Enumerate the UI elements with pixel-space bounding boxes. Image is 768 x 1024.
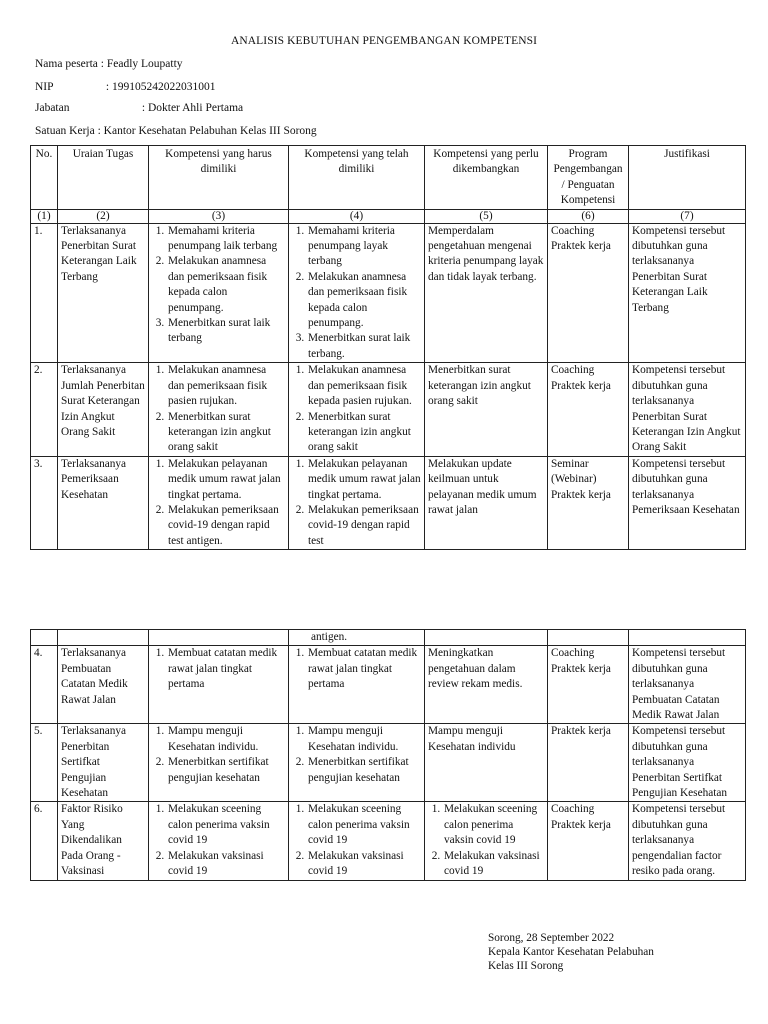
jabatan-label: Jabatan bbox=[35, 102, 70, 114]
row-uraian: Terlaksananya Penerbitan Surat Keterangan Laik Terbang bbox=[58, 223, 149, 363]
row-no: 4. bbox=[31, 646, 58, 724]
signature-position: Kepala Kantor Kesehatan Pelabuhan bbox=[488, 945, 654, 958]
document-title: ANALISIS KEBUTUHAN PENGEMBANGAN KOMPETENSI bbox=[230, 35, 538, 47]
info-jabatan bbox=[35, 101, 243, 116]
list-item: 1. Melakukan anamnesa dan pemeriksaan fisik kepada pasien rujukan. bbox=[307, 363, 421, 409]
row-uraian: Terlaksananya Penerbitan Sertifkat Pengujian Kesehatan bbox=[58, 724, 149, 802]
row-program: Praktek kerja bbox=[548, 724, 629, 802]
continuation-text: antigen. bbox=[289, 630, 425, 646]
empty-cell bbox=[58, 630, 149, 646]
table-row bbox=[31, 646, 746, 724]
list-item: 1. Mampu menguji Kesehatan individu. bbox=[167, 724, 285, 755]
row-justifikasi: Kompetensi tersebut dibutuhkan guna terlaksananya pengendalian factor resiko pada orang. bbox=[629, 802, 746, 880]
row-telah bbox=[289, 802, 425, 880]
list-item: 2. Melakukan pemeriksaan covid-19 dengan rapid test bbox=[307, 503, 421, 549]
nip-label: NIP bbox=[35, 81, 54, 93]
row-uraian: Terlaksananya Pembuatan Catatan Medik Rawat Jalan bbox=[58, 646, 149, 724]
col-num: (6) bbox=[548, 209, 629, 223]
list-item: 1. Memahami kriteria penumpang layak terbang bbox=[307, 224, 421, 270]
row-perlu: Menerbitkan surat keterangan izin angkut orang sakit bbox=[425, 363, 548, 456]
row-justifikasi: Kompetensi tersebut dibutuhkan guna terlaksananya Penerbitan Surat Keterangan Laik Terbang bbox=[629, 223, 746, 363]
row-no: 3. bbox=[31, 456, 58, 549]
list-item: 1. Melakukan pelayanan medik umum rawat jalan tingkat pertama. bbox=[307, 457, 421, 503]
row-justifikasi: Kompetensi tersebut dibutuhkan guna terlaksananya Pemeriksaan Kesehatan bbox=[629, 456, 746, 549]
header-justifikasi: Justifikasi bbox=[629, 146, 746, 210]
info-nama bbox=[35, 57, 183, 72]
row-uraian: Terlaksananya Pemeriksaan Kesehatan bbox=[58, 456, 149, 549]
list-item: 1. Mampu menguji Kesehatan individu. bbox=[307, 724, 421, 755]
row-no: 5. bbox=[31, 724, 58, 802]
header-harus: Kompetensi yang harus dimiliki bbox=[149, 146, 289, 210]
col-num: (4) bbox=[289, 209, 425, 223]
table-header-row bbox=[31, 146, 746, 210]
header-program: Program Pengembangan / Penguatan Kompetensi bbox=[548, 146, 629, 210]
list-item: 3. Menerbitkan surat laik terbang bbox=[167, 316, 285, 347]
list-item: 2. Melakukan anamnesa dan pemeriksaan fisik kepada calon penumpang. bbox=[307, 270, 421, 332]
table-row bbox=[31, 724, 746, 802]
list-item: 1. Melakukan pelayanan medik umum rawat jalan tingkat pertama. bbox=[167, 457, 285, 503]
table-row bbox=[31, 456, 746, 549]
satuan-label: Satuan Kerja bbox=[35, 125, 95, 137]
row-harus bbox=[149, 363, 289, 456]
row-justifikasi: Kompetensi tersebut dibutuhkan guna terlaksananya Pembuatan Catatan Medik Rawat Jalan bbox=[629, 646, 746, 724]
row-program: Coaching Praktek kerja bbox=[548, 802, 629, 880]
row-harus bbox=[149, 456, 289, 549]
row-telah bbox=[289, 363, 425, 456]
row-perlu: Memperdalam pengetahuan mengenai kriteria penumpang layak dan tidak layak terbang. bbox=[425, 223, 548, 363]
row-program: Coaching Praktek kerja bbox=[548, 363, 629, 456]
row-program: Coaching Praktek kerja bbox=[548, 646, 629, 724]
table-row bbox=[31, 223, 746, 363]
jabatan-value: : Dokter Ahli Pertama bbox=[141, 102, 244, 114]
table-row bbox=[31, 363, 746, 456]
row-telah bbox=[289, 456, 425, 549]
empty-cell bbox=[629, 630, 746, 646]
row-perlu: Melakukan update keilmuan untuk pelayanan medik umum rawat jalan bbox=[425, 456, 548, 549]
competency-table-page-2 bbox=[30, 629, 746, 881]
table-row bbox=[31, 802, 746, 880]
row-telah bbox=[289, 223, 425, 363]
row-perlu: Meningkatkan pengetahuan dalam review rekam medis. bbox=[425, 646, 548, 724]
header-perlu: Kompetensi yang perlu dikembangkan bbox=[425, 146, 548, 210]
list-item: 2. Melakukan vaksinasi covid 19 bbox=[443, 849, 544, 880]
list-item: 2. Melakukan vaksinasi covid 19 bbox=[167, 849, 285, 880]
list-item: 1. Melakukan anamnesa dan pemeriksaan fisik pasien rujukan. bbox=[167, 363, 285, 409]
list-item: 2. Melakukan vaksinasi covid 19 bbox=[307, 849, 421, 880]
list-item: 2. Melakukan anamnesa dan pemeriksaan fisik kepada calon penumpang. bbox=[167, 254, 285, 316]
row-no: 2. bbox=[31, 363, 58, 456]
empty-cell bbox=[149, 630, 289, 646]
empty-cell bbox=[425, 630, 548, 646]
row-telah bbox=[289, 646, 425, 724]
nama-value: : Feadly Loupatty bbox=[100, 58, 183, 70]
nama-label: Nama peserta bbox=[35, 58, 98, 70]
signature-place-date: Sorong, 28 September 2022 bbox=[488, 932, 615, 944]
competency-table-page-1 bbox=[30, 145, 746, 550]
list-item: 1. Membuat catatan medik rawat jalan tingkat pertama bbox=[167, 646, 285, 692]
row-harus bbox=[149, 646, 289, 724]
empty-cell bbox=[31, 630, 58, 646]
row-no: 6. bbox=[31, 802, 58, 880]
list-item: 1. Melakukan sceening calon penerima vaksin covid 19 bbox=[307, 802, 421, 848]
row-telah bbox=[289, 724, 425, 802]
row-justifikasi: Kompetensi tersebut dibutuhkan guna terlaksananya Penerbitan Sertifkat Pengujian Kesehatan bbox=[629, 724, 746, 802]
continuation-row bbox=[31, 630, 746, 646]
col-num: (2) bbox=[58, 209, 149, 223]
list-item: 2. Menerbitkan sertifikat pengujian kesehatan bbox=[167, 755, 285, 786]
list-item: 1. Melakukan sceening calon penerima vaksin covid 19 bbox=[167, 802, 285, 848]
row-program: Seminar (Webinar) Praktek kerja bbox=[548, 456, 629, 549]
row-program: Coaching Praktek kerja bbox=[548, 223, 629, 363]
col-num: (3) bbox=[149, 209, 289, 223]
row-uraian: Faktor Risiko Yang Dikendalikan Pada Orang - Vaksinasi bbox=[58, 802, 149, 880]
info-satuan bbox=[35, 124, 317, 139]
list-item: 1. Melakukan sceening calon penerima vaksin covid 19 bbox=[443, 802, 544, 848]
row-justifikasi: Kompetensi tersebut dibutuhkan guna terlaksananya Penerbitan Surat Keterangan Izin Angkut Orang Sakit bbox=[629, 363, 746, 456]
row-no: 1. bbox=[31, 223, 58, 363]
header-telah: Kompetensi yang telah dimiliki bbox=[289, 146, 425, 210]
list-item: 2. Menerbitkan surat keterangan izin angkut orang sakit bbox=[167, 410, 285, 456]
list-item: 2. Menerbitkan surat keterangan izin angkut orang sakit bbox=[307, 410, 421, 456]
header-no: No. bbox=[31, 146, 58, 210]
satuan-value: : Kantor Kesehatan Pelabuhan Kelas III Sorong bbox=[97, 125, 317, 137]
signature-office: Kelas III Sorong bbox=[488, 959, 564, 972]
list-item: 2. Menerbitkan sertifikat pengujian kesehatan bbox=[307, 755, 421, 786]
row-harus bbox=[149, 724, 289, 802]
nip-value: : 199105242022031001 bbox=[105, 81, 216, 93]
row-harus bbox=[149, 802, 289, 880]
list-item: 1. Membuat catatan medik rawat jalan tingkat pertama bbox=[307, 646, 421, 692]
row-harus bbox=[149, 223, 289, 363]
row-perlu: Mampu menguji Kesehatan individu bbox=[425, 724, 548, 802]
list-item: 3. Menerbitkan surat laik terbang. bbox=[307, 331, 421, 362]
column-number-row bbox=[31, 209, 746, 223]
col-num: (7) bbox=[629, 209, 746, 223]
row-uraian: Terlaksananya Jumlah Penerbitan Surat Keterangan Izin Angkut Orang Sakit bbox=[58, 363, 149, 456]
col-num: (1) bbox=[31, 209, 58, 223]
list-item: 2. Melakukan pemeriksaan covid-19 dengan rapid test antigen. bbox=[167, 503, 285, 549]
info-nip bbox=[35, 80, 215, 95]
signature-block bbox=[488, 932, 654, 973]
col-num: (5) bbox=[425, 209, 548, 223]
header-uraian: Uraian Tugas bbox=[58, 146, 149, 210]
row-perlu bbox=[425, 802, 548, 880]
empty-cell bbox=[548, 630, 629, 646]
list-item: 1. Memahami kriteria penumpang laik terbang bbox=[167, 224, 285, 255]
